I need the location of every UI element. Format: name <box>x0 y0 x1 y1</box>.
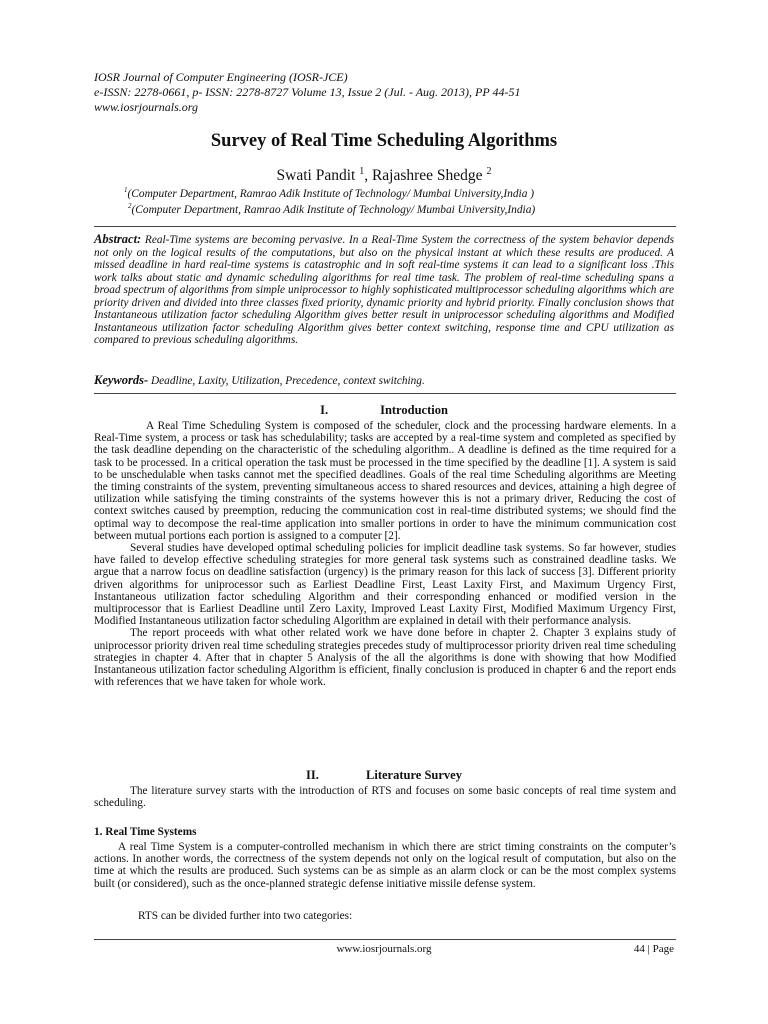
categories-line: RTS can be divided further into two categories: <box>138 910 353 922</box>
affiliation-1 <box>124 186 534 200</box>
footer-rule <box>94 939 676 940</box>
section-heading-introduction <box>0 403 768 418</box>
footer-page-number: 44 | Page <box>633 943 674 955</box>
paragraph: A Real Time Scheduling System is composed of the scheduler, clock and the processing hardware elements. In a Real-Time system, a process or task has schedulability; tasks are accepted by a real-time system and completed as specified by the task deadline depending on the characteristic of the scheduling algorithm.. A deadline is defined as the time required for a task to be processed. In a critical operation the task must be processed in the time specified by the deadline [1]. A system is said to be unschedulable when tasks cannot met the specified deadlines. Goals of the real time Scheduling algorithms are Meeting the timing constraints of the system, preventing simultaneous access to shared resources and devices, attaining a high degree of utilization while satisfying the timing constraints of the systems however this is not a primary driver, Reducing the cost of context switches caused by preemption, reducing the communication cost in real-time distributed systems; we should find the optimal way to decompose the real-time application into smaller portions in order to have the minimum communication cost between mutual portions each portion is assigned to a computer [2]. <box>94 420 676 542</box>
journal-header <box>94 70 521 115</box>
subsection-heading: 1. Real Time Systems <box>94 826 197 838</box>
abstract-text: Real-Time systems are becoming pervasive. In a Real-Time System the correctness of the system behavior depends not only on the logical results of the computations, but also on the physical instant at which these results are produced. A missed deadline in hard real-time systems is catastrophic and in soft real-time systems it can lead to a significant loss .This work talks about static and dynamic scheduling algorithms for real time task. The problem of real-time scheduling spans a broad spectrum of algorithms from simple uniprocessor to highly sophisticated multiprocessor scheduling algorithms which are priority driven and divided into three classes fixed priority, dynamic priority and hybrid priority. Finally conclusion shows that Instantaneous utilization factor scheduling Algorithm gives better result in uniprocessor scheduling algorithms and Modified Instantaneous utilization factor scheduling Algorithm gives better context switching, response time and CPU utilization as compared to previous scheduling algorithms. <box>94 234 674 346</box>
affiliation-2-sup: 2 <box>128 202 132 210</box>
keywords-label: Keywords- <box>94 373 149 387</box>
author-line <box>0 166 768 185</box>
paper-title: Survey of Real Time Scheduling Algorithms <box>210 131 558 151</box>
keywords <box>94 373 425 388</box>
section-title: Introduction <box>380 403 448 417</box>
affiliation-2 <box>128 202 535 216</box>
author-1-sup: 1 <box>359 166 365 177</box>
affiliation-1-sup: 1 <box>124 186 128 194</box>
abstract-label: Abstract: <box>94 232 142 246</box>
abstract <box>94 233 674 347</box>
journal-website: www.iosrjournals.org <box>94 100 199 114</box>
author-2: Rajashree Shedge <box>371 167 483 185</box>
author-2-sup: 2 <box>486 166 492 177</box>
keywords-text: Deadline, Laxity, Utilization, Precedence, context switching. <box>151 375 425 387</box>
abstract-bottom-rule <box>94 393 676 394</box>
introduction-body <box>94 420 676 688</box>
section-number: II. <box>306 768 319 782</box>
section-title: Literature Survey <box>366 768 462 782</box>
section-heading-literature-survey <box>0 768 768 783</box>
paragraph: A real Time System is a computer-controlled mechanism in which there are strict timing constraints on the computer’s actions. In another words, the correctness of the system depends not only on the logical result of computation, but also on the time at which the results are produced. Such systems can be as simple as an alarm clock or can be the most complex systems built (or considered), such as the once-planned strategic defense initiative missile defense system. <box>94 841 676 890</box>
author-separator: , <box>364 167 372 185</box>
footer-website: www.iosrjournals.org <box>336 943 432 955</box>
affiliation-1-text: (Computer Department, Ramrao Adik Institute of Technology/ Mumbai University,India ) <box>127 187 535 200</box>
paragraph: The literature survey starts with the introduction of RTS and focuses on some basic concepts of real time system and scheduling. <box>94 785 676 810</box>
journal-name: IOSR Journal of Computer Engineering (IOSR-JCE) <box>94 70 348 84</box>
section-number: I. <box>320 403 329 417</box>
literature-survey-body <box>94 785 676 809</box>
journal-issn: e-ISSN: 2278-0661, p- ISSN: 2278-8727 Volume 13, Issue 2 (Jul. - Aug. 2013), PP 44-51 <box>94 85 521 99</box>
paragraph: The report proceeds with what other related work we have done before in chapter 2. Chapter 3 explains study of uniprocessor priority driven real time scheduling strategies precedes study of multiprocessor priority driven real time scheduling strategies in chapter 4. After that in chapter 5 Analysis of the all the algorithms is done with showing that how Modified Instantaneous utilization factor scheduling Algorithm is efficient, finally conclusion is produced in chapter 6 and the report ends with references that we have taken for whole work. <box>94 627 676 689</box>
author-1: Swati Pandit <box>276 167 356 185</box>
abstract-top-rule <box>94 226 676 227</box>
real-time-systems-body <box>94 841 676 890</box>
paragraph: Several studies have developed optimal scheduling policies for implicit deadline task systems. So far however, studies have failed to develop effective scheduling strategies for more general task systems such as constrained deadline tasks. We argue that a narrow focus on deadline satisfaction (urgency) is the primary reason for this lack of success [3]. Different priority driven algorithms for uniprocessor such as Earliest Deadline First, Least Laxity First, and Maximum Urgency First, Instantaneous utilization factor scheduling Algorithm and their corresponding enhanced or modified version in the multiprocessor that is Earliest Deadline until Zero Laxity, Improved Least Laxity First, Modified Maximum Urgency First, Modified Instantaneous utilization factor scheduling Algorithm are explained in detail with their performance analysis. <box>94 542 676 628</box>
affiliation-2-text: (Computer Department, Ramrao Adik Institute of Technology/ Mumbai University,India) <box>131 203 536 216</box>
